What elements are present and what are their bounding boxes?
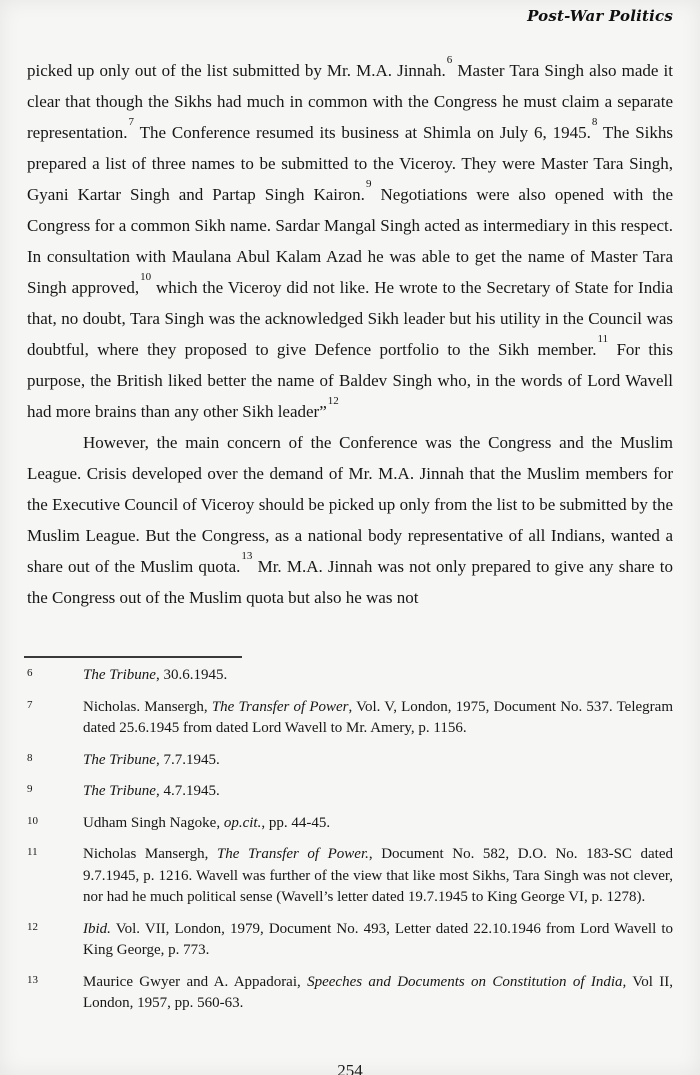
italic-text-run: The Transfer of Power. bbox=[216, 846, 369, 862]
footnote-reference: 13 bbox=[241, 550, 253, 563]
footnote-number: 11 bbox=[27, 846, 38, 858]
text-run: Nicholas Mansergh, bbox=[83, 846, 217, 862]
footnote-text bbox=[83, 844, 673, 909]
italic-text-run: The Tribune bbox=[83, 783, 156, 799]
text-run: , 7.7.1945. bbox=[155, 751, 220, 768]
italic-text-run: The Transfer of Power bbox=[211, 698, 349, 715]
text-run: , Vol. V, London, 1975, Document No. 537. Telegram dated 25.6.1945 from dated Lord Wavell to Mr. Amery, p. 1156. bbox=[83, 698, 673, 736]
footnote-item bbox=[27, 781, 673, 803]
italic-text-run: Ibid. bbox=[83, 920, 111, 937]
footnote-item bbox=[27, 844, 673, 909]
text-run: , Document No. 582, D.O. No. 183-SC dated 9.7.1945, p. 1216. Wavell was further of the view that like most Sikhs, Tara Singh was not clever, nor had he much political sense (Wavell’s letter dated 19.7.1945 to King George VI, p. 1278). bbox=[83, 846, 673, 905]
italic-text-run: The Tribune bbox=[83, 667, 156, 683]
page-number: 254 bbox=[337, 1061, 363, 1075]
text-run: , pp. 44-45. bbox=[261, 814, 331, 831]
footnote-text bbox=[83, 697, 673, 740]
footnote-item bbox=[27, 697, 673, 740]
footnote-reference: 6 bbox=[446, 54, 453, 67]
footnote-number: 9 bbox=[27, 783, 33, 795]
footnote-text bbox=[83, 813, 673, 835]
footnote-number: 8 bbox=[27, 751, 33, 764]
footnote-text bbox=[83, 750, 673, 772]
italic-text-run: op.cit. bbox=[223, 814, 262, 831]
footnote-item bbox=[27, 750, 673, 772]
footnote-reference: 7 bbox=[128, 116, 135, 129]
text-run: The Conference resumed its business at Shimla on July 6, 1945. bbox=[134, 123, 591, 142]
text-run: Udham Singh Nagoke, bbox=[83, 814, 224, 831]
text-run: Maurice Gwyer and A. Appadorai, bbox=[83, 973, 308, 990]
footnote-number: 13 bbox=[27, 973, 38, 986]
text-run: For this purpose, the British liked better the name of Baldev Singh who, in the words of Lord Wavell had more brains than any other Sikh leader” bbox=[27, 340, 673, 421]
footnote-number: 7 bbox=[27, 698, 33, 711]
text-run: Master Tara Singh also made it clear that though the Sikhs had much in common with the Congress he must claim a separate representation. bbox=[27, 61, 673, 142]
footnote-item bbox=[27, 813, 673, 835]
italic-text-run: Speeches and Documents on Constitution of India, bbox=[307, 973, 627, 990]
footnote-reference: 8 bbox=[591, 116, 598, 129]
body-paragraph bbox=[27, 55, 673, 427]
text-run: Nicholas. Mansergh, bbox=[83, 698, 212, 715]
body-text bbox=[27, 55, 673, 613]
text-run: Vol. VII, London, 1979, Document No. 493, Letter dated 22.10.1946 from Lord Wavell to King George, p. 773. bbox=[83, 920, 673, 958]
footnote-reference: 10 bbox=[140, 271, 152, 284]
footnote-item bbox=[27, 665, 673, 687]
text-run: Vol II, London, 1957, pp. 560-63. bbox=[83, 973, 673, 1011]
text-run: picked up only out of the list submitted by Mr. M.A. Jinnah. bbox=[27, 61, 446, 80]
footnote-text bbox=[83, 781, 673, 803]
footnote-divider bbox=[24, 656, 242, 658]
text-run: The Sikhs prepared a list of three names to be submitted to the Viceroy. They were Master Tara Singh, Gyani Kartar Singh and Partap Singh Kairon. bbox=[27, 123, 674, 204]
text-run: , 30.6.1945. bbox=[155, 667, 228, 683]
footnote-number: 12 bbox=[27, 920, 38, 933]
footnote-item bbox=[27, 919, 673, 962]
text-run: Negotiations were also opened with the Congress for a common Sikh name. Sardar Mangal Singh acted as intermediary in this respect. In consultation with Maulana Abul Kalam Azad he was able to get the name of Master Tara Singh approved, bbox=[27, 185, 673, 297]
running-header-title: Post-War Politics bbox=[527, 7, 673, 25]
italic-text-run: The Tribune bbox=[83, 751, 156, 768]
footnotes-section bbox=[27, 665, 673, 1025]
footnote-number: 10 bbox=[27, 814, 38, 827]
footnote-text bbox=[83, 665, 673, 687]
text-run: However, the main concern of the Conference was the Congress and the Muslim League. Crisis developed over the demand of Mr. M.A. Jinnah that the Muslim members for the Executive Council of Viceroy should be picked up only from the list to be submitted by the Muslim League. But the Congress, as a national body representative of all Indians, wanted a share out of the Muslim quota. bbox=[27, 433, 673, 576]
footnote-item bbox=[27, 972, 673, 1015]
text-run: , 4.7.1945. bbox=[155, 783, 220, 799]
footnote-reference: 9 bbox=[365, 178, 372, 191]
footnote-number: 6 bbox=[27, 667, 33, 679]
text-run: Mr. M.A. Jinnah was not only prepared to give any share to the Congress out of the Muslim quota but also he was not bbox=[27, 557, 673, 607]
footnote-text bbox=[83, 972, 673, 1015]
text-run: which the Viceroy did not like. He wrote to the Secretary of State for India that, no doubt, Tara Singh was the acknowledged Sikh leader but his utility in the Council was doubtful, where they proposed to give Defence portfolio to the Sikh member. bbox=[27, 278, 673, 359]
body-paragraph bbox=[27, 427, 673, 613]
footnote-reference: 11 bbox=[597, 333, 609, 346]
footnote-text bbox=[83, 919, 673, 962]
footnote-reference: 12 bbox=[327, 395, 339, 408]
